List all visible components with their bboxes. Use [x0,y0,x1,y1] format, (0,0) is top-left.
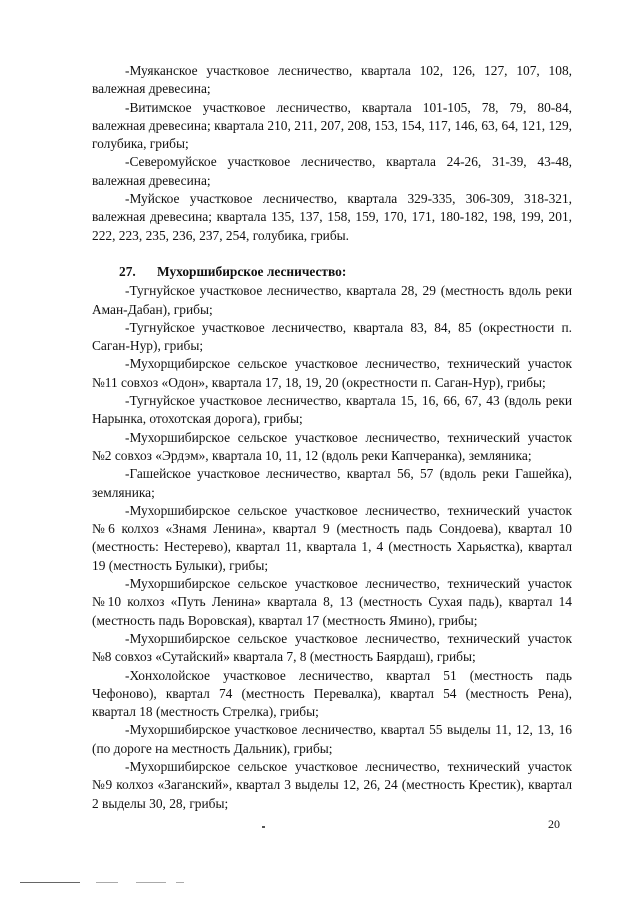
paragraph: -Мухоршибирское сельское участковое лесничество, технический участок №10 колхоз «Путь Ленина» квартала 8, 13 (местность Сухая падь), квартал 14 (местность падь Воровская), квартал 17 (местность Ямино), грибы; [92,576,572,628]
footer-mark [176,882,184,883]
paragraph: -Муйское участковое лесничество, квартала 329-335, 306-309, 318-321, валежная древесина; квартала 135, 137, 158, 159, 170, 171, 180-182, 198, 199, 201, 222, 223, 235, 236, 237, 254, голубика, грибы. [92,191,572,243]
paragraph: -Гашейское участковое лесничество, квартал 56, 57 (вдоль реки Гашейка), земляника; [92,466,572,500]
paragraph: -Мухорщибирское сельское участковое лесничество, технический участок №11 совхоз «Одон», квартала 17, 18, 19, 20 (окрестности п. Саган-Нур), грибы; [92,356,572,390]
paragraph: -Тугнуйское участковое лесничество, квартала 83, 84, 85 (окрестности п. Саган-Нур), грибы; [92,319,572,354]
paragraph: -Витимское участковое лесничество, квартала 101-105, 78, 79, 80-84, валежная древесина; квартала 210, 211, 207, 208, 153, 154, 117, 146, 63, 64, 121, 129, голубика, грибы; [92,99,572,152]
paragraph: -Северомуйское участковое лесничество, квартала 24-26, 31-39, 43-48, валежная древесина; [92,154,572,188]
document-body [92,62,572,813]
footer-mark [136,882,166,883]
scan-artifact [262,826,265,828]
paragraph: -Мухоршибирское сельское участковое лесничество, технический участок №6 колхоз «Знамя Ленина», квартал 9 (местность падь Сондоева), квартал 10 (местность: Нестерево), квартал 11, квартала 1, 4 (местность Харьястка), квартал 19 (местность Булыки), грибы; [92,502,572,573]
paragraph: -Хонхолойское участковое лесничество, квартал 51 (местность падь Чефоново), квартал 74 (местность Перевалка), квартал 54 (местность Рена), квартал 18 (местность Стрелка), грибы; [92,667,572,720]
section-spacer [92,245,572,263]
paragraph: -Мухоршибирское сельское участковое лесничество, технический участок №8 совхоз «Сутайский» квартала 7, 8 (местность Баярдаш), грибы; [92,630,572,665]
paragraph: -Мухоршибирское сельское участковое лесничество, технический участок №2 совхоз «Эрдэм», квартала 10, 11, 12 (вдоль реки Капчеранка), земляника; [92,429,572,463]
section-number: 27. [119,263,136,279]
paragraph: -Тугнуйское участковое лесничество, квартала 28, 29 (местность вдоль реки Аман-Дабан), грибы; [92,283,572,317]
footer-mark [96,882,118,883]
section-heading [92,263,572,281]
footer-rule [20,882,80,883]
paragraph: -Мухоршибирское участковое лесничество, квартал 55 выделы 11, 12, 13, 16 (по дороге на местность Дальник), грибы; [92,722,572,756]
paragraph: -Тугнуйское участковое лесничество, квартала 15, 16, 66, 67, 43 (вдоль реки Нарынка, отохотская дорога), грибы; [92,393,572,427]
paragraph: -Муяканское участковое лесничество, квартала 102, 126, 127, 107, 108, валежная древесина; [92,63,572,97]
section-title: Мухоршибирское лесничество: [157,263,347,279]
page-number: 20 [548,817,560,831]
paragraph: -Мухоршибирское сельское участковое лесничество, технический участок №9 колхоз «Заганский», квартал 3 выделы 12, 26, 24 (местность Крестик), квартал 2 выделы 30, 28, грибы; [92,758,572,811]
